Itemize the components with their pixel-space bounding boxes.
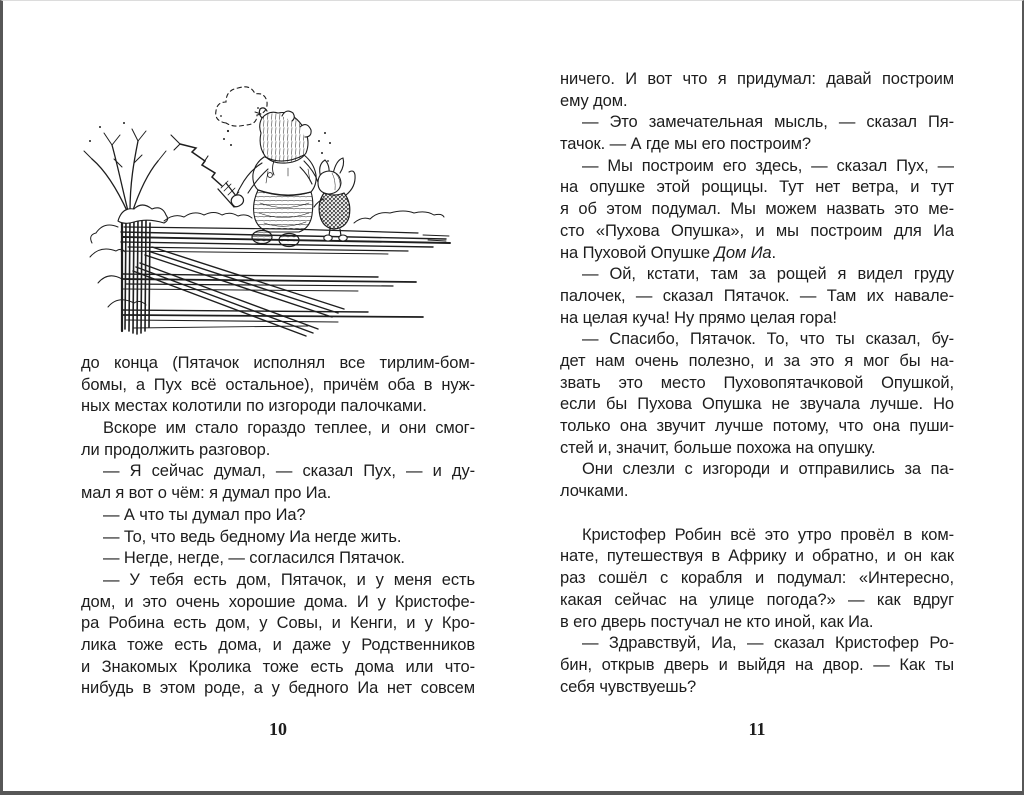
gate-lower-rails-drawing [123, 274, 423, 328]
text-line: — То, что ведь бедному Иа негде жить. [103, 527, 402, 546]
text-line: — А что ты думал про Иа? [103, 505, 306, 524]
text-line: звать это место Пуховопятачковой Опушкой, [560, 373, 954, 392]
text-line: мал я вот о чём: я думал про Иа. [81, 484, 332, 503]
text-line: — Негде, негде, — согласился Пятачок. [103, 549, 405, 568]
text-line: бомы, а Пух всё остальное), причём оба в нуж- [81, 375, 475, 394]
text-line: стей и, значит, больше похожа на опушку. [560, 438, 876, 457]
text-line: бин, открыв дверь и выйдя на двор. — Как ты [560, 655, 954, 674]
text-line: только она звучит лучше потому, что она пуши- [560, 417, 954, 435]
text-line: палочек, — сказал Пятачок. — Там их навале- [560, 286, 954, 305]
text-line: — Мы построим его здесь, — сказал Пух, — [582, 156, 954, 175]
text-line: Кристофер Робин всё это утро провёл в ком- [582, 525, 954, 544]
text-line: Они слезли с изгороди и отправились за па- [582, 460, 954, 479]
text-line: — Спасибо, Пятачок. То, что ты сказал, бу- [582, 330, 954, 349]
text-line: я об этом подумал. Мы можем назвать это ме- [560, 200, 954, 219]
text-line: и Знакомых Кролика тоже есть дома или что- [81, 657, 475, 676]
text-line: дет нам очень полезно, и за это я мог бы на- [560, 351, 954, 370]
text-line: сто «Пухова Опушка», и мы построим для Иа [560, 221, 954, 240]
left-page-text [81, 353, 475, 700]
text-line: лика тоже есть дома, и даже у Родственников [81, 635, 475, 654]
text-line: нате, путешествуя в Африку и обратно, и он как [560, 547, 954, 566]
text-line: Вскоре им стало гораздо теплее, и они смог- [103, 419, 475, 438]
page-number-right: 11 [748, 719, 766, 739]
gate-brace-drawing [133, 247, 344, 336]
piglet-drawing [314, 132, 355, 241]
text-line: в его дверь постучал не кто иной, как Иа. [560, 612, 874, 631]
pooh-drawing [231, 108, 318, 247]
text-line: на целая куча! Ну прямо целая гора! [560, 308, 837, 327]
text-line: — Я сейчас думал, — сказал Пух, — и ду- [103, 462, 475, 481]
page-number-left: 10 [269, 719, 287, 739]
text-line: ему дом. [560, 91, 628, 110]
text-line: какая сейчас на улице погода?» — как вдруг [560, 590, 954, 609]
text-line: ничего. И вот что я придумал: давай построим [560, 70, 954, 88]
text-line: на Пуховой Опушке Дом Иа. [560, 243, 776, 262]
snow-on-rail-left [164, 213, 252, 222]
breath-cloud-drawing [216, 87, 267, 146]
bush-drawing [84, 122, 166, 213]
pooh-piglet-fence-illustration [78, 71, 475, 341]
text-line: — У тебя есть дом, Пятачок, и у меня есть [103, 570, 475, 589]
text-line: тачок. — А где мы его построим? [560, 135, 811, 154]
text-line: на опушке этой рощицы. Тут нет ветра, и тут [560, 178, 954, 197]
text-line: если бы Пухова Опушка не звучала лучше. Но [560, 395, 954, 414]
text-line: — Здравствуй, Иа, — сказал Кристофер Ро- [582, 634, 954, 653]
pooh-stick-drawing [171, 135, 240, 207]
text-line: — Ой, кстати, там за рощей я видел груду [582, 265, 954, 284]
snow-mound-right [354, 211, 444, 223]
text-line: — Это замечательная мысль, — сказал Пя- [582, 113, 954, 132]
text-line: ли продолжить разговор. [81, 440, 271, 459]
text-line: себя чувствуешь? [560, 677, 697, 696]
text-line: ра Робина есть дом, у Совы, и Кенги, и у Кро- [81, 614, 475, 633]
text-line: раз сошёл с корабля и подумал: «Интересно, [560, 569, 954, 588]
text-line: ных местах колотили по изгороди палочками. [81, 397, 427, 416]
text-line: нибудь в этом роде, а у бедного Иа нет совсем [81, 679, 475, 698]
text-line: лочками. [560, 482, 629, 501]
text-line: дом, и это очень хорошие дома. И у Кристофе- [81, 592, 475, 611]
text-line: до конца (Пятачок исполнял все тирлим-бом- [81, 354, 475, 372]
right-page-text [560, 69, 954, 698]
